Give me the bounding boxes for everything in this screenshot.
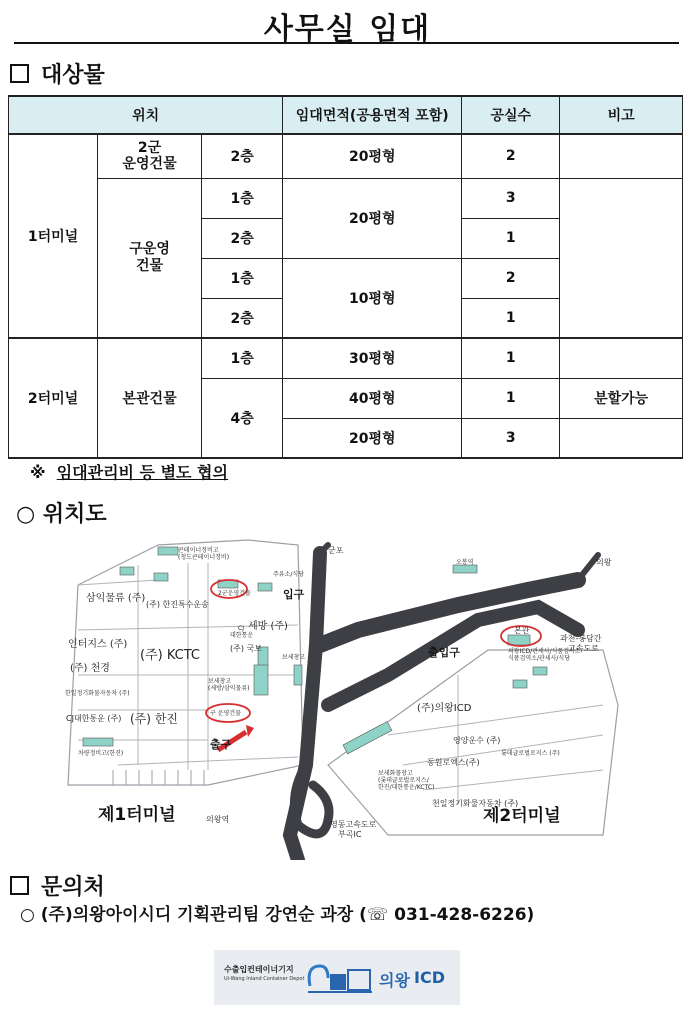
map-label-west-small: 한일정기화물자동차 (주) [65,690,130,697]
t1-building2-cell [98,178,202,338]
map-label-kukbo: (주) 국보 [230,644,262,653]
t1-b2-count1: 3 [462,178,560,218]
t1-b2-floor4: 2층 [202,298,283,338]
t2-area1: 30평형 [283,338,462,378]
t1-b1-area: 20평형 [283,134,462,178]
map-label-bonded2: (세방/삼익물류) [208,685,250,692]
map-label-uiwang-station: 의왕역 [206,815,230,824]
map-label-container-repair2: (청도콘테이너정비) [178,554,230,561]
t1-b2-count2: 1 [462,218,560,258]
building-t1-c [154,573,168,581]
map-label-expressway: 고속도로 [568,644,599,653]
section-contact-label: 문의처 [41,875,105,900]
t2-remark2: 분할가능 [560,378,683,418]
header-vacancy: 공실수 [462,96,560,134]
logo-en-text: Ui-Wang Inland Container Depot [224,976,305,982]
building-osb [453,565,477,573]
t1-b2-area-b: 10평형 [283,258,462,338]
t1-b2-line1: 구운영 [129,240,170,257]
map-label-bonded-t2: 보세화물창고 [378,770,413,777]
map-label-entrance: 입구 [283,588,305,601]
contact-phone: 031-428-6226 [394,905,527,925]
circle-bullet-icon: ○ [16,502,36,527]
section-target-label: 대상물 [41,63,105,88]
map-label-bugok: 부곡IC [338,830,362,839]
map-label-gas-station: 주유소/식당 [273,571,305,578]
t1-b2-area-a: 20평형 [283,178,462,258]
map-label-samik: 삼익물류 (주) [86,593,146,604]
map-label-bonded: 보세창고 [208,678,232,685]
t1-b1-remark [560,134,683,178]
building-t1-vehicle [83,738,113,746]
map-label-sebang: 세방 (주) [248,621,288,632]
title-divider [14,42,679,44]
phone-icon: ☏ [366,905,389,925]
map-label-bonded-t2c: 한진/대한통운/KCTC) [378,784,435,791]
map-label-gunpo: 군포 [328,546,344,555]
map-label-terminal2: 제2터미널 [483,806,561,826]
building-t1-f [294,665,302,685]
t1-b2-floor2: 2층 [202,218,283,258]
note-mark: ※ [30,463,46,482]
map-label-kctc: (주) KCTC [140,648,200,663]
header-area: 임대면적(공용면적 포함) [283,96,462,134]
fee-note [30,460,228,483]
map-label-uiwang: 의왕 [596,558,612,567]
lease-table [8,95,683,459]
map-label-cheonkyung: (주) 천경 [70,663,110,674]
t1-b2-floor3: 1층 [202,258,283,298]
map-label-bonded-small: 보세창고 [282,654,306,661]
terminal1-cell: 1터미널 [9,134,98,338]
t2-remark3 [560,418,683,458]
t2-count1: 1 [462,338,560,378]
terminal2-cell: 2터미널 [9,338,98,458]
t2-area3: 20평형 [283,418,462,458]
map-label-uiwang-icd: (주)의왕ICD [417,703,472,714]
section-target-heading [10,58,105,89]
t2-floor1: 1층 [202,338,283,378]
map-label-cj: CJ대한통운 (주) [66,714,122,723]
map-label-yeongdong: 영동고속도로 [330,820,377,829]
section-location-heading [16,497,107,528]
logo-brand-kr: 의왕 [379,971,410,990]
t2-count2: 1 [462,378,560,418]
t1-b2-count3: 2 [462,258,560,298]
t1-b2-line2: 건물 [136,257,164,274]
map-label-main-tenants2: 식품검역소/관세사/식당 [508,655,571,662]
building-t2-main [508,635,530,645]
header-remarks: 비고 [560,96,683,134]
company-logo [214,950,460,1005]
circle-bullet-icon: ○ [20,905,35,925]
t2-remark1 [560,338,683,378]
map-label-lotte: 롯데글로벌로지스 (주) [501,750,560,757]
t1-b1-line2: 운영건물 [122,156,177,173]
location-map [58,535,643,860]
t1-b2-remark [560,178,683,338]
map-label-dongwon: 동원로엑스(주) [427,758,480,767]
map-label-hanjin-sub: (주) 한진특수운송 [146,600,209,609]
map-label-vehicle: 차량정비고(한진) [78,750,124,757]
building-t1-d [258,583,272,591]
t1-building1-cell [98,134,202,178]
t1-b2-floor1: 1층 [202,178,283,218]
map-label-gwacheon: 과천-봉담간 [560,634,602,643]
map-label-main-tenants: 의왕ICD/관세사/식품검사소 [508,648,581,655]
logo-brand-en: ICD [414,968,445,987]
contact-line: ○ (주)의왕아이시디 기획관리팀 강연순 과장 (☏ 031-428-6226) [20,905,535,925]
t2-building-cell: 본관건물 [98,338,202,458]
building-t1-b [120,567,134,575]
t1-b1-line1: 2군 [137,140,162,157]
building-t1-a [158,547,178,555]
map-label-cj-small2: 대한통운 [230,632,254,639]
map-label-cj-small: CJ [238,625,244,632]
t1-b1-count: 2 [462,134,560,178]
page-title: 사무실 임대 [263,12,432,47]
map-label-bonded-t2b: (롯데글로벌로지스/ [378,777,429,784]
checkbox-square-icon [10,876,29,895]
building-t2-a [513,680,527,688]
map-label-intergis: 인터지스 (주) [68,639,128,650]
t2-area2: 40평형 [283,378,462,418]
map-label-entrance-exit: 출입구 [428,646,460,659]
t2-floor2: 4층 [202,378,283,458]
building-t1-bonded [254,665,268,695]
note-text: 임대관리비 등 별도 협의 [56,463,228,482]
logo-kr-text: 수출입컨테이너기지 [224,965,294,974]
contact-text: (주)의왕아이시디 기획관리팀 강연순 과장 [40,905,354,925]
map-label-yeongyang: 영양운수 (주) [453,736,501,745]
logo-truck-icon [306,956,376,998]
map-label-exit: 출구 [210,738,232,751]
section-contact-heading [10,870,105,901]
section-location-label: 위치도 [42,502,107,527]
map-label-chuncheon: 천일정기화물자동차 (주) [432,799,519,808]
t2-count3: 3 [462,418,560,458]
map-label-main-bldg: 본관 [514,626,530,635]
map-label-old-ops: 구 운영건물 [210,710,241,717]
header-location: 위치 [9,96,283,134]
t1-b1-floor: 2층 [202,134,283,178]
building-t2-b [533,667,547,675]
t1-b2-count4: 1 [462,298,560,338]
map-label-terminal1: 제1터미널 [98,805,176,825]
map-label-ops-small: 2군운영건물 [218,590,251,597]
map-label-container-repair: 콘테이너정비고 [178,547,219,554]
map-label-osb: 오봉역 [456,559,474,566]
checkbox-square-icon [10,64,29,83]
map-label-hanjin: (주) 한진 [130,712,178,726]
